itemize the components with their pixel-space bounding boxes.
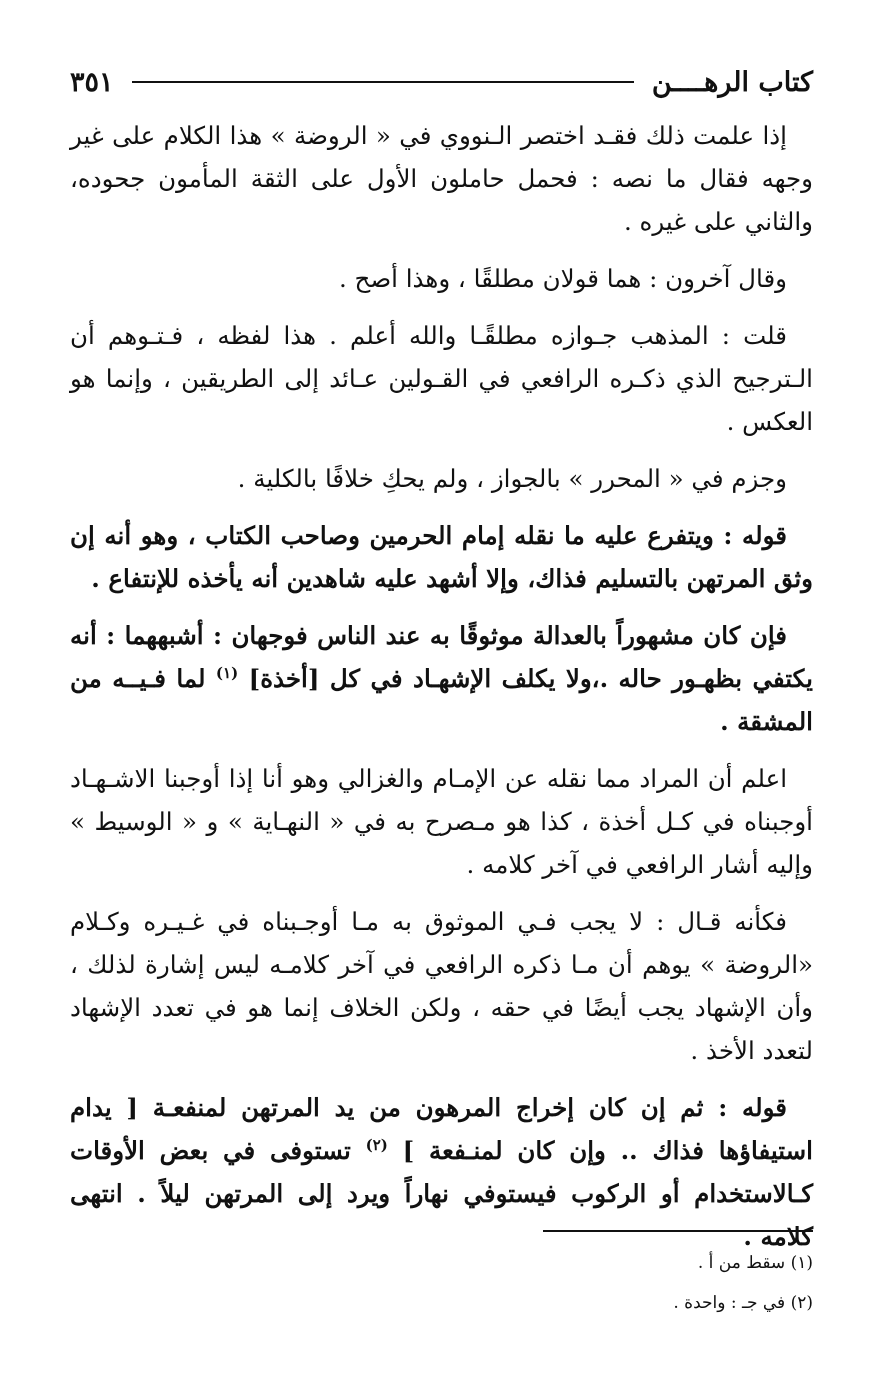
paragraph-7: اعلم أن المراد مما نقله عن الإمـام والغزالي وهو أنا إذا أوجبنا الاشـهـاد أوجبناه في كـل أخذة ، كذا هو مـصرح به في « النهـاية » و « الوسيط » وإليه أشار الرافعي في آخر كلامه . (70, 764, 813, 879)
paragraph-8: فكأنه قـال : لا يجب فـي الموثوق به مـا أوجـبناه في غـيـره وكـلام «الروضة » يوهم أن مـا ذكره الرافعي في آخر كلامـه ليس إشارة لذلك ، وأن الإشهاد يجب أيضًا في حقه ، ولكن الخلاف إنما هو في تعدد الإشهاد لتعدد الأخذ . (70, 907, 813, 1065)
paragraph-5: قوله : ويتفرع عليه ما نقله إمام الحرمين وصاحب الكتاب ، وهو أنه إن وثق المرتهن بالتسليم فذاك، وإلا أشهد عليه شاهدين أنه يأخذه للإنتفاع . (70, 521, 813, 593)
page-body (70, 114, 813, 1258)
running-title: كتاب الرهــــن (651, 66, 813, 98)
footnote-2: (٢) في جـ : واحدة . (673, 1293, 813, 1313)
paragraph-1: إذا علمت ذلك فقـد اختصر الـنووي في « الروضة » هذا الكلام على غير وجهه فقال ما نصه : فحمل حاملون الأول على الثقة المأمون جحوده، والثاني على غيره . (70, 121, 813, 236)
footnote-rule (543, 1230, 813, 1232)
paragraph-6 (70, 614, 813, 743)
paragraph-9 (70, 1086, 813, 1258)
paragraph-9-before: قوله : ثم إن كان إخراج المرهون من يد المرتهن لمنفعـة [ يدام استيفاؤها فذاك .. وإن كان لمنـفعة ] (70, 1093, 813, 1165)
paragraph-9-after: تستوفى في بعض الأوقات كـالاستخدام أو الركوب فيستوفي نهاراً ويرد إلى المرتهن ليلاً . انتهى كلامه . (70, 1136, 813, 1251)
footnote-ref-2: (٢) (365, 1135, 388, 1154)
paragraph-6-before: فإن كان مشهوراً بالعدالة موثوقًا به عند الناس فوجهان : أشبههما : أنه يكتفي بظهـور حاله .،ولا يكلف الإشهـاد في كل [أخذة] (70, 621, 813, 693)
paragraph-6-after: لما فـيــه من المشقة . (70, 664, 813, 736)
footnote-1: (١) سقط من أ . (697, 1253, 813, 1273)
paragraph-2: وقال آخرون : هما قولان مطلقًا ، وهذا أصح . (338, 264, 787, 293)
page-header (70, 60, 813, 104)
paragraph-3: قلت : المذهب جـوازه مطلقًـا والله أعلم . هذا لفظه ، فـتـوهم أن الـترجيح الذي ذكـره الرافعي في القـولين عـائد إلى الطريقين ، وإنما هو العكس . (70, 321, 813, 436)
footnotes (70, 1240, 813, 1320)
footnote-ref-1: (١) (215, 663, 239, 682)
header-rule (132, 81, 634, 83)
paragraph-4: وجزم في « المحرر » بالجواز ، ولم يحكِ خلافًا بالكلية . (237, 464, 787, 493)
page-number: ٣٥١ (70, 66, 114, 98)
